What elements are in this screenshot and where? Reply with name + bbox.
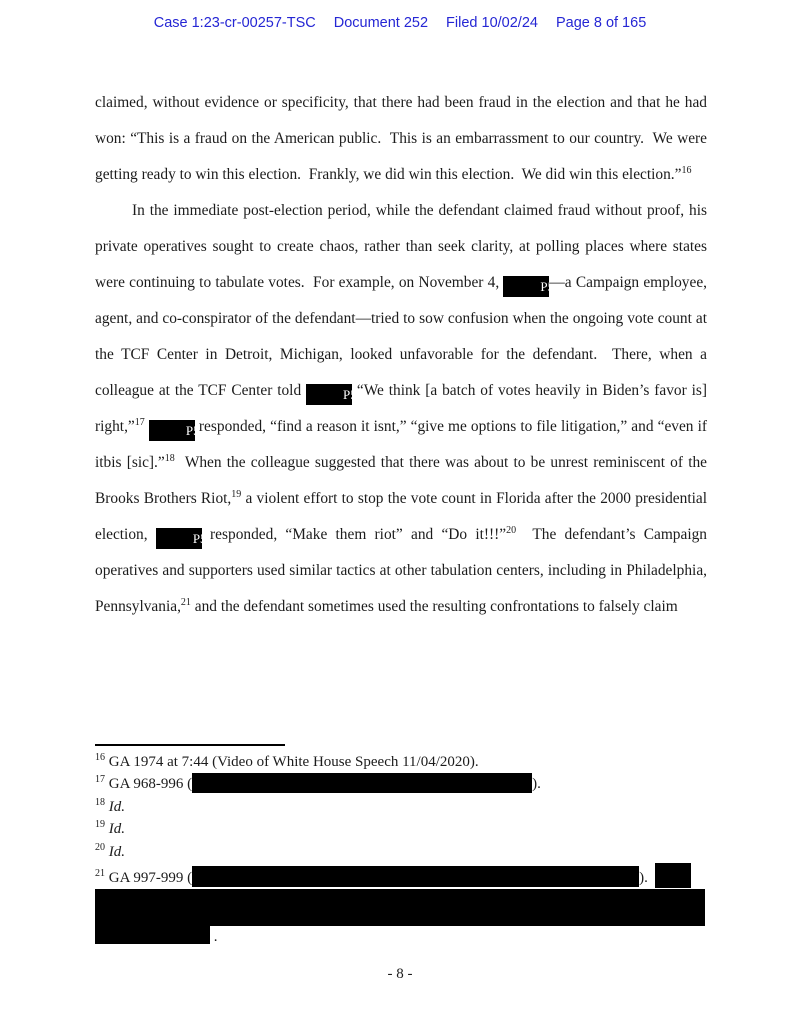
body-text: [95, 85, 707, 625]
citation-id: Id.: [108, 843, 125, 860]
redaction-bar: [655, 863, 691, 888]
redaction-bar: [95, 926, 210, 944]
text-run: The defendant’s Campaign operatives and supporters used similar tactics at other tabulation centers, including in Philadelphia, Pennsylvania,: [95, 526, 707, 615]
footnote-ref: 21: [180, 596, 191, 608]
footnote-number: 20: [95, 841, 105, 853]
text-run: “We think [a batch of votes heavily in Biden’s favor is] right,”: [95, 382, 707, 435]
body-paragraph: [95, 193, 707, 625]
footnote: [95, 796, 707, 818]
footnote-ref: 20: [506, 524, 517, 536]
text-run: ).: [639, 870, 656, 887]
case-number: Case 1:23-cr-00257-TSC: [153, 15, 316, 31]
redaction-box-p5: P5: [306, 384, 352, 405]
page-of-count: Page 8 of 165: [555, 15, 647, 31]
text-run: ).: [532, 776, 541, 793]
ecf-header-stamp: [0, 15, 800, 31]
footnote: [95, 773, 707, 795]
footnote-number: 21: [95, 868, 105, 880]
footnote-list: [95, 751, 707, 949]
footnote: [95, 751, 707, 773]
text-run: responded, “find a reason it isnt,” “give me options to file litigation,” and “even if itbis [sic].”: [95, 418, 707, 471]
text-run: and the defendant sometimes used the resulting confrontations to falsely claim: [190, 598, 678, 615]
citation-id: Id.: [108, 821, 125, 838]
redaction-box-p5: P5: [503, 276, 549, 297]
footnote-ref: 19: [231, 488, 242, 500]
text-run: GA 1974 at 7:44 (Video of White House Speech 11/04/2020).: [108, 754, 479, 770]
redaction-bar: [192, 773, 532, 793]
text-run: responded, “Make them riot” and “Do it!!!”: [201, 526, 507, 543]
citation-id: Id.: [108, 798, 125, 815]
text-run: GA 997-999 (: [108, 870, 193, 887]
text-run: .: [210, 929, 218, 946]
page-number: - 8 -: [387, 966, 413, 982]
footnote-number: 18: [95, 796, 105, 808]
document-number: Document 252: [333, 15, 429, 31]
footnote-separator: [95, 744, 285, 746]
text-run: claimed, without evidence or specificity, that there had been fraud in the election and that he had won: “This is a fraud on the American public. This is an embarrassment to our country. We were getting ready to win this election. Frankly, we did win this election. We did win this election.”: [95, 94, 707, 183]
footnote-ref: 17: [134, 416, 145, 428]
text-run: a violent effort to stop the vote count in Florida after the 2000 presidential election,: [95, 490, 707, 543]
redaction-box-p5: P5: [149, 420, 195, 441]
footnote: [95, 818, 707, 840]
footnote-ref: 18: [164, 452, 175, 464]
footnote: [95, 841, 707, 863]
redaction-block: [95, 889, 705, 926]
redaction-box-p5: P5: [156, 528, 202, 549]
text-run: —a Campaign employee, agent, and co-conspirator of the defendant—tried to sow confusion when the ongoing vote count at the TCF Center in Detroit, Michigan, looked unfavorable for the defendant. There, when a colleague at the TCF Center told: [95, 274, 707, 399]
footnote-number: 17: [95, 774, 105, 786]
footnote: [95, 863, 707, 949]
text-run: GA 968-996 (: [108, 776, 193, 793]
footnote-number: 16: [95, 752, 105, 763]
footnotes-section: [95, 744, 707, 949]
body-paragraph: [95, 85, 707, 193]
redaction-bar: [192, 866, 639, 887]
filed-date: Filed 10/02/24: [446, 15, 538, 31]
text-run: When the colleague suggested that there was about to be unrest reminiscent of the Brooks Brothers Riot,: [95, 454, 707, 507]
text-run: In the immediate post-election period, while the defendant claimed fraud without proof, his private operatives sought to create chaos, rather than seek clarity, at polling places where states were continuing to tabulate votes. For example, on November 4,: [95, 202, 707, 291]
footnote-number: 19: [95, 819, 105, 831]
footnote-ref: 16: [681, 164, 692, 176]
